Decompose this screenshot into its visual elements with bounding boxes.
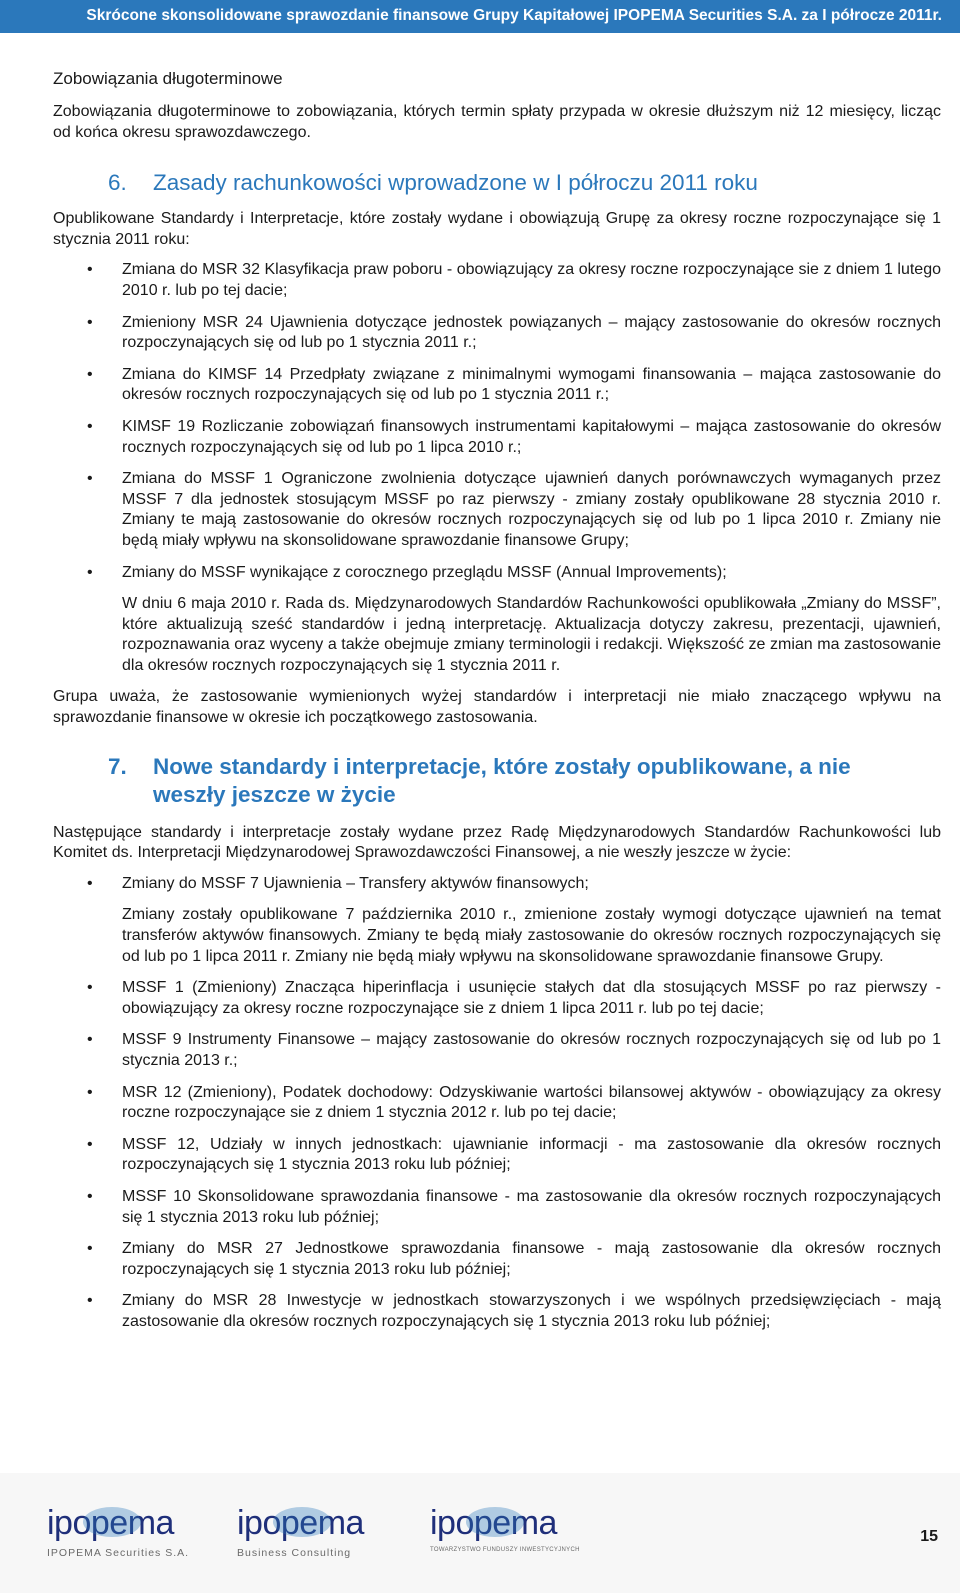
section-6-number: 6.	[108, 170, 127, 196]
section-7-intro: Następujące standardy i interpretacje zostały wydane przez Radę Międzynarodowych Standardów Rachunkowości lub Komitet ds. Interpretacji Międzynarodowej Sprawozdawczości Finansowej, a nie weszły jeszcze w życie:	[53, 823, 941, 862]
list-item	[53, 1187, 941, 1228]
section-6-list	[53, 260, 941, 676]
list-item	[53, 365, 941, 406]
list-item-text: MSR 12 (Zmieniony), Podatek dochodowy: Odzyskiwanie wartości bilansowej aktywów - obowiązujący za okresy roczne rozpoczynające sie z dniem 1 stycznia 2012 r. lub po tej dacie;	[122, 1083, 941, 1122]
list-item-text: Zmiana do MSSF 1 Ograniczone zwolnienia dotyczące ujawnień danych porównawczych wymaganych przez MSSF 7 dla jednostek stosującym MSSF po raz pierwszy - zmiany zostały opublikowane 28 stycznia 2010 r. Zmiany te mają zastosowanie do okresów rocznych rozpoczynających się od lub po 1 lipca 2010 r. Zmiany nie będą miały wpływu na skonsolidowane sprawozdanie finansowe Grupy;	[122, 470, 941, 549]
bullet-icon: •	[87, 261, 93, 279]
page-header	[0, 0, 960, 33]
list-item	[53, 260, 941, 301]
document-title: Skrócone skonsolidowane sprawozdanie finansowe Grupy Kapitałowej IPOPEMA Securities S.A. za I półrocze 2011r.	[86, 7, 942, 24]
logo-subtitle: IPOPEMA Securities S.A.	[47, 1547, 190, 1559]
logo-swoosh-icon	[83, 1507, 141, 1537]
section-6-title: Zasady rachunkowości wprowadzone w I półroczu 2011 roku	[153, 170, 758, 196]
ipopema-securities-logo	[47, 1503, 189, 1559]
ipopema-business-consulting-logo	[237, 1503, 364, 1559]
section-6-conclusion: Grupa uważa, że zastosowanie wymienionych wyżej standardów i interpretacji nie miało znaczącego wpływu na sprawozdanie finansowe w okresie ich początkowego zastosowania.	[53, 688, 941, 727]
list-item	[53, 874, 941, 967]
section-6-intro: Opublikowane Standardy i Interpretacje, które zostały wydane i obowiązują Grupę za okresy roczne rozpoczynające się 1 stycznia 2011 roku:	[53, 210, 941, 248]
list-item	[53, 1030, 941, 1071]
bullet-icon: •	[87, 313, 93, 331]
section-7-title: Nowe standardy i interpretacje, które zostały opublikowane, a nie weszły jeszcze w życie	[153, 753, 851, 807]
long-term-heading: Zobowiązania długoterminowe	[53, 69, 283, 88]
list-item	[53, 563, 941, 677]
logo-wordmark: ipopema	[237, 1504, 364, 1542]
list-item	[53, 1135, 941, 1176]
list-item-text: MSSF 9 Instrumenty Finansowe – mający zastosowanie do okresów rocznych rozpoczynających się od lub po 1 stycznia 2013 r.;	[122, 1031, 941, 1069]
logo-wordmark: ipopema	[430, 1504, 557, 1542]
logo-swoosh-icon	[466, 1507, 524, 1537]
bullet-icon: •	[87, 979, 93, 997]
logo-subtitle: TOWARZYSTWO FUNDUSZY INWESTYCYJNYCH	[430, 1547, 580, 1553]
list-item-text: MSSF 10 Skonsolidowane sprawozdania finansowe - ma zastosowanie dla okresów rocznych rozpoczynających się 1 stycznia 2013 roku lub później;	[122, 1187, 941, 1226]
list-item-text: Zmieniony MSR 24 Ujawnienia dotyczące jednostek powiązanych – mający zastosowanie do okresów rocznych rozpoczynających się od lub po 1 stycznia 2011 r.;	[122, 313, 941, 352]
page-number: 15	[920, 1528, 938, 1545]
logo-wordmark: ipopema	[47, 1504, 174, 1542]
list-item	[53, 313, 941, 354]
bullet-icon: •	[87, 1135, 93, 1153]
list-item-text: KIMSF 19 Rozliczanie zobowiązań finansowych instrumentami kapitałowymi – mająca zastosowanie do okresów rocznych rozpoczynających się od lub po 1 lipca 2010 r.;	[122, 417, 941, 456]
bullet-icon: •	[87, 563, 93, 581]
section-6-heading	[53, 169, 941, 197]
long-term-body: Zobowiązania długoterminowe to zobowiązania, których termin spłaty przypada w okresie dłuższym niż 12 miesięcy, licząc od końca okresu sprawozdawczego.	[53, 103, 941, 141]
list-item-text: Zmiany do MSR 27 Jednostkowe sprawozdania finansowe - mają zastosowanie dla okresów rocznych rozpoczynających się 1 stycznia 2013 roku lub później;	[122, 1240, 941, 1278]
bullet-icon: •	[87, 1240, 93, 1258]
list-item	[53, 469, 941, 551]
bullet-icon: •	[87, 1292, 93, 1310]
bullet-icon: •	[87, 470, 93, 488]
list-item-note: W dniu 6 maja 2010 r. Rada ds. Międzynarodowych Standardów Rachunkowości opublikowała „Zmiany do MSSF”, które aktualizują sześć standardów i jedną interpretację. Aktualizacja dotyczy zakresu, prezentacji, ujawnień, rozpoznawania oraz wyceny a także obejmuje zmiany terminologii i redakcji. Większość ze zmian ma zastosowanie dla okresów rocznych rozpoczynających się 1 stycznia 2011 r.	[122, 595, 941, 674]
list-item	[53, 417, 941, 458]
page-content	[53, 68, 941, 1344]
section-7-heading	[53, 753, 941, 809]
list-item-text: Zmiany do MSSF wynikające z corocznego przeglądu MSSF (Annual Improvements);	[122, 563, 727, 581]
section-7-list	[53, 874, 941, 1333]
bullet-icon: •	[87, 1083, 93, 1101]
list-item	[53, 978, 941, 1019]
list-item	[53, 1239, 941, 1280]
bullet-icon: •	[87, 1187, 93, 1205]
logo-swoosh-icon	[273, 1507, 331, 1537]
ipopema-tfi-logo	[430, 1503, 580, 1553]
bullet-icon: •	[87, 1031, 93, 1049]
list-item	[53, 1291, 941, 1332]
list-item-note: Zmiany zostały opublikowane 7 października 2010 r., zmienione zostały wymogi dotyczące ujawnień na temat transferów aktywów finansowych. Zmiany te będą miały zastosowanie do okresów rocznych rozpoczynających się od lub po 1 lipca 2011 r. Zmiany nie będą miały wpływu na skonsolidowane sprawozdanie finansowe Grupy.	[122, 906, 941, 965]
list-item	[53, 1083, 941, 1124]
bullet-icon: •	[87, 417, 93, 435]
list-item-text: Zmiany do MSR 28 Inwestycje w jednostkach stowarzyszonych i we wspólnych przedsięwzięciach - mają zastosowanie dla okresów rocznych rozpoczynających się 1 stycznia 2013 roku lub później;	[122, 1292, 941, 1330]
section-7-number: 7.	[108, 753, 127, 779]
list-item-text: Zmiana do KIMSF 14 Przedpłaty związane z minimalnymi wymogami finansowania – mająca zastosowanie do okresów rocznych rozpoczynających się od lub po 1 stycznia 2011 r.;	[122, 365, 941, 404]
bullet-icon: •	[87, 874, 93, 892]
list-item-text: Zmiany do MSSF 7 Ujawnienia – Transfery aktywów finansowych;	[122, 874, 589, 892]
list-item-text: MSSF 12, Udziały w innych jednostkach: ujawnianie informacji - ma zastosowanie dla okresów rocznych rozpoczynających się 1 stycznia 2013 roku lub później;	[122, 1135, 941, 1174]
list-item-text: Zmiana do MSR 32 Klasyfikacja praw poboru - obowiązujący za okresy roczne rozpoczynające sie z dniem 1 lutego 2010 r. lub po tej dacie;	[122, 261, 941, 299]
logo-subtitle: Business Consulting	[237, 1547, 352, 1559]
bullet-icon: •	[87, 365, 93, 383]
list-item-text: MSSF 1 (Zmieniony) Znacząca hiperinflacja i usunięcie stałych dat dla stosujących MSSF po raz pierwszy - obowiązujący za okresy roczne rozpoczynające sie z dniem 1 lipca 2011 r. lub po tej dacie;	[122, 979, 941, 1017]
page-footer	[0, 1473, 960, 1593]
